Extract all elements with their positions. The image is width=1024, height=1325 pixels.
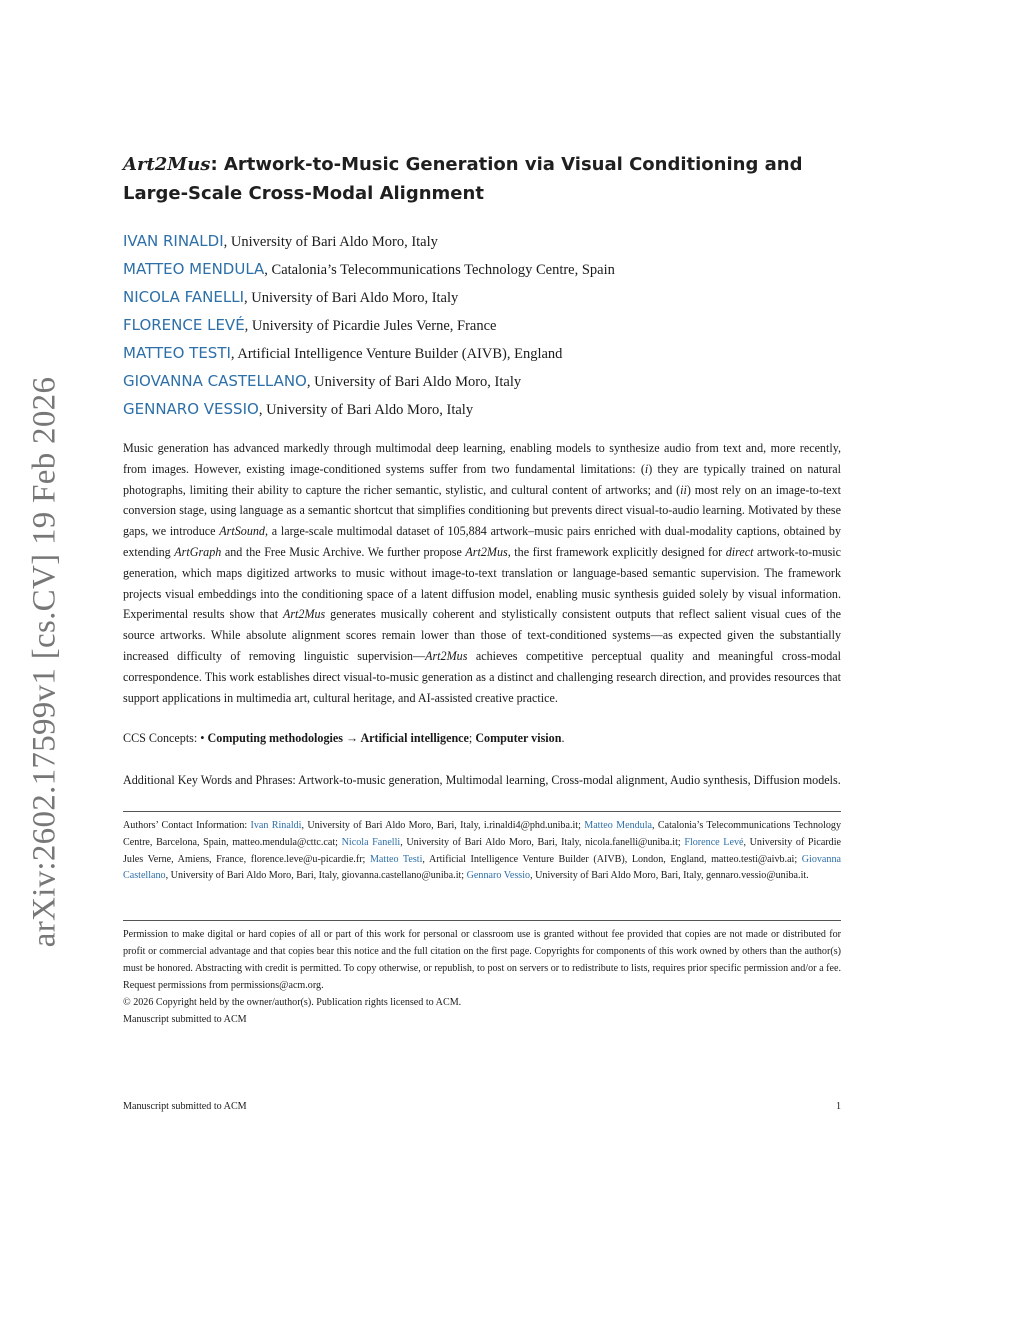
abstract-text: generates musically coherent and stylistically consistent outputs that reflect salient visual cues of the source artworks. While absolute alignment scores remain lower than those of text-conditioned systems—as expected given the substantially increased difficulty of removing linguistic supervision— [123, 607, 842, 663]
author-name[interactable]: IVAN RINALDI [123, 232, 224, 250]
abstract-text: artwork-to-music generation, which maps digitized artworks to music without image-to-text translation or language-based semantic supervision. The framework projects visual embeddings into the conditioning space of a latent diffusion model, enabling music synthesis guided solely by visual information. Experimental results show that [123, 544, 842, 622]
ccs-separator: ; [468, 731, 476, 746]
dataset-name: ArtGraph [174, 544, 222, 559]
author-name[interactable]: FLORENCE LEVÉ [123, 316, 245, 334]
author-affiliation: , University of Bari Aldo Moro, Italy [306, 374, 522, 390]
contact-text: , University of Bari Aldo Moro, Bari, Italy, nicola.fanelli@uniba.it; [400, 836, 685, 848]
contact-author-link[interactable]: Giovanna Castellano [123, 853, 841, 882]
contact-author-link[interactable]: Gennaro Vessio [466, 870, 531, 882]
manuscript-note: Manuscript submitted to ACM [123, 1014, 247, 1026]
dataset-name: ArtSound [219, 524, 265, 539]
author-entry [123, 228, 841, 256]
abstract-text: , the first framework explicitly designed for [507, 544, 726, 559]
contact-author-link[interactable]: Nicola Fanelli [341, 836, 401, 848]
framework-name: Art2Mus [425, 648, 468, 663]
contact-information [123, 818, 841, 885]
contact-text: , University of Bari Aldo Moro, Bari, Italy, giovanna.castellano@uniba.it; [165, 870, 467, 882]
divider [123, 920, 841, 921]
contact-author-link[interactable]: Ivan Rinaldi [250, 819, 302, 831]
contact-text: , University of Bari Aldo Moro, Bari, Italy, gennaro.vessio@uniba.it. [530, 870, 809, 882]
paper-page [123, 150, 841, 1028]
abstract-italic: ii [680, 482, 687, 497]
ccs-term: Computing methodologies [207, 731, 343, 746]
ccs-end: . [561, 731, 565, 746]
page-footer [123, 1101, 841, 1112]
author-list [123, 228, 841, 424]
title-italic: Art2Mus [123, 154, 211, 175]
contact-author-link[interactable]: Matteo Testi [369, 853, 423, 865]
arxiv-stamp: arXiv:2602.17599v1 [cs.CV] 19 Feb 2026 [26, 376, 63, 948]
keywords: Additional Key Words and Phrases: Artwork-to-music generation, Multimodal learning, Cross-modal alignment, Audio synthesis, Diffusion models. [123, 773, 841, 788]
author-name[interactable]: MATTEO TESTI [123, 344, 231, 362]
author-affiliation: , University of Picardie Jules Verne, France [244, 318, 497, 334]
title-line1: : Artwork-to-Music Generation via Visual Conditioning and [210, 154, 803, 175]
contact-author-link[interactable]: Florence Levé [684, 836, 744, 848]
contact-text: , University of Bari Aldo Moro, Bari, Italy, i.rinaldi4@phd.uniba.it; [301, 819, 585, 831]
abstract-italic: i [644, 461, 649, 476]
paper-title [123, 150, 841, 208]
ccs-arrow: → [342, 731, 361, 746]
author-entry [123, 340, 841, 368]
ccs-label: CCS Concepts: • [123, 731, 208, 746]
abstract-text: and the Free Music Archive. We further propose [221, 544, 466, 559]
abstract-text: ) most rely on an image-to-text conversion stage, using language as a semantic shortcut that simplifies conditioning but prevents direct visual-to-audio learning. Motivated by these gaps, we introduce [123, 482, 841, 539]
contact-label: Authors’ Contact Information: [123, 819, 251, 831]
author-entry [123, 396, 841, 424]
author-name[interactable]: NICOLA FANELLI [123, 288, 245, 306]
contact-author-link[interactable]: Matteo Mendula [584, 819, 653, 831]
abstract-text: Music generation has advanced markedly through multimodal deep learning, enabling models to synthesize audio from text and, more recently, from images. However, existing image-conditioned systems suffer from two fundamental limitations: ( [123, 441, 841, 476]
footer-left: Manuscript submitted to ACM [123, 1101, 247, 1112]
abstract-text: ) they are typically trained on natural photographs, limiting their ability to capture the richer semantic, stylistic, and cultural content of artworks; and ( [123, 461, 841, 497]
author-name[interactable]: GIOVANNA CASTELLANO [123, 372, 307, 390]
author-affiliation: , University of Bari Aldo Moro, Italy [223, 234, 438, 250]
abstract-text: , a large-scale multimodal dataset of 105,884 artwork–music pairs enriched with dual-modality captions, obtained by extending [123, 524, 841, 559]
author-affiliation: , Artificial Intelligence Venture Builder (AIVB), England [230, 346, 563, 362]
ccs-concepts [123, 728, 841, 749]
author-name[interactable]: MATTEO MENDULA [123, 260, 265, 278]
author-affiliation: , University of Bari Aldo Moro, Italy [258, 402, 474, 418]
framework-name: Art2Mus [282, 607, 326, 622]
author-entry [123, 368, 841, 396]
permission-notice: Permission to make digital or hard copies of all or part of this work for personal or classroom use is granted without fee provided that copies are not made or distributed for profit or commercial advantage and that copies bear this notice and the full citation on the first page. Copyrights for components of this work owned by others than the author(s) must be honored. Abstracting with credit is permitted. To copy otherwise, or republish, to post on servers or to redistribute to lists, requires prior specific permission and/or a fee. Request permissions from permissions@acm.org. [123, 929, 841, 992]
copyright-notice: © 2026 Copyright held by the owner/author(s). Publication rights licensed to ACM. [123, 997, 462, 1009]
author-entry [123, 284, 841, 312]
author-entry [123, 312, 841, 340]
framework-name: Art2Mus [465, 544, 508, 559]
author-affiliation: , University of Bari Aldo Moro, Italy [244, 290, 459, 306]
ccs-term: Computer vision [475, 731, 562, 746]
abstract [123, 438, 841, 708]
divider [123, 811, 841, 812]
contact-text: , University of Picardie Jules Verne, Amiens, France, florence.leve@u-picardie.fr; [123, 836, 841, 865]
author-affiliation: , Catalonia’s Telecommunications Technology Centre, Spain [264, 262, 615, 278]
contact-text: , Artificial Intelligence Venture Builder (AIVB), London, England, matteo.testi@aivb.ai; [422, 853, 802, 865]
contact-text: , Catalonia’s Telecommunications Technology Centre, Barcelona, Spain, matteo.mendula@cttc.cat; [123, 819, 841, 848]
author-entry [123, 256, 841, 284]
author-name[interactable]: GENNARO VESSIO [123, 400, 259, 418]
abstract-text: achieves competitive perceptual quality and meaningful cross-modal correspondence. This work establishes direct visual-to-music generation as a distinct and challenging research direction, and provides resources that support applications in multimedia art, cultural heritage, and AI-assisted creative practice. [123, 648, 841, 705]
page-number: 1 [835, 1101, 841, 1112]
abstract-italic: direct [725, 544, 754, 559]
title-line2: Large-Scale Cross-Modal Alignment [123, 183, 484, 204]
ccs-term: Artificial intelligence [360, 731, 469, 746]
